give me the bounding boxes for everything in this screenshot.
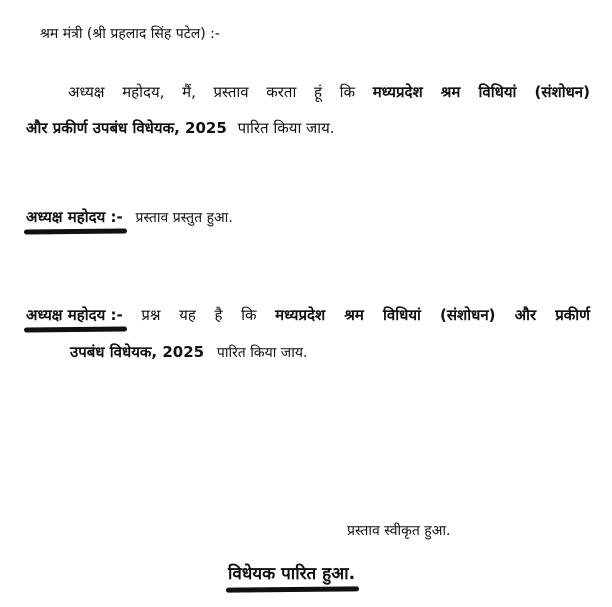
motion-bill-name-part-1: मध्यप्रदेश श्रम विधियां (संशोधन)	[372, 83, 590, 101]
motion-accepted: प्रस्ताव स्वीकृत हुआ.	[347, 523, 451, 539]
speaker-2-label: अध्यक्ष महोदय :-	[26, 306, 123, 324]
motion-line-1	[68, 82, 590, 102]
speaker-2-underline	[24, 326, 127, 332]
minister-heading: श्रम मंत्री (श्री प्रहलाद सिंह पटेल) :-	[40, 26, 220, 42]
bill-passed-underline	[226, 586, 359, 592]
speaker-2-question: प्रश्न यह है कि	[141, 306, 257, 324]
motion-intro: अध्यक्ष महोदय, मैं, प्रस्ताव करता हूं कि	[68, 83, 356, 101]
bill-passed-label-wrap	[228, 561, 355, 584]
speaker-1-label: अध्यक्ष महोदय :-	[26, 208, 123, 226]
motion-bill-name-part-2: और प्रकीर्ण उपबंध विधेयक, 2025	[26, 119, 227, 137]
motion-suffix: पारित किया जाय.	[237, 119, 335, 137]
speaker-2-bill-name-part-1: मध्यप्रदेश श्रम विधियां (संशोधन) और प्रकीर्ण	[275, 306, 590, 324]
speaker-2-line-2	[70, 342, 307, 363]
motion-line-2	[26, 118, 335, 138]
speaker-2-line-1	[26, 305, 590, 325]
bill-passed-wrap	[228, 561, 355, 584]
bill-passed: विधेयक पारित हुआ.	[228, 564, 356, 584]
speaker-1-underline	[24, 228, 127, 234]
speaker-2-suffix: पारित किया जाय.	[216, 345, 308, 361]
speaker-1-text: प्रस्ताव प्रस्तुत हुआ.	[135, 210, 233, 226]
speaker-2-bill-name-part-2: उपबंध विधेयक, 2025	[70, 343, 205, 361]
speaker-2-label-wrap	[26, 305, 123, 325]
speaker-1-label-wrap	[26, 207, 123, 227]
speaker-1-statement	[26, 207, 233, 228]
